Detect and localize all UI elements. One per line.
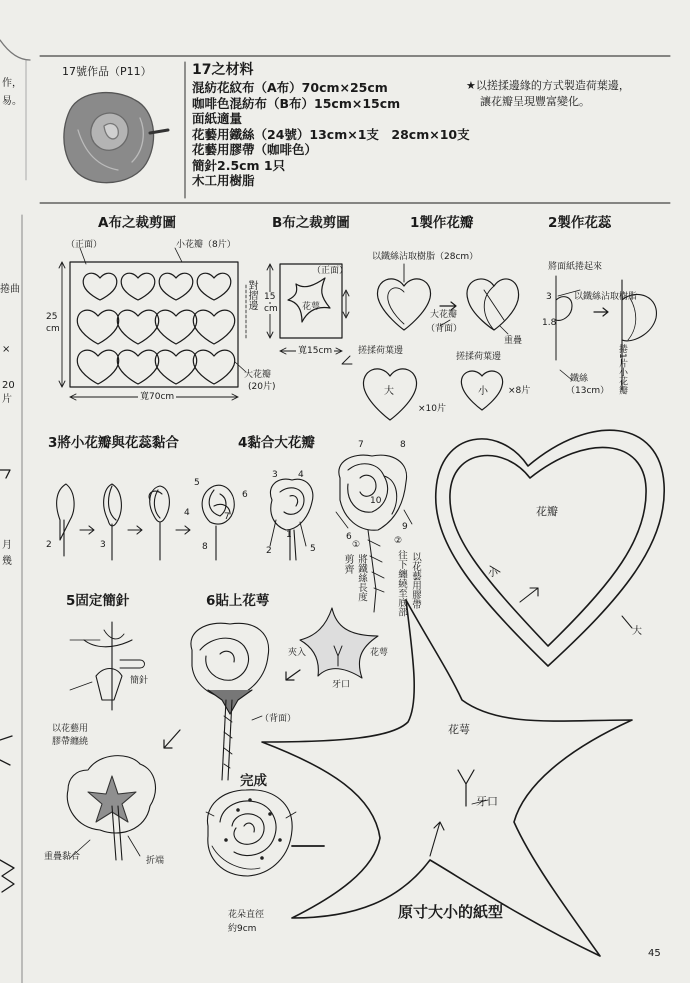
done-size: 約9cm — [228, 924, 257, 934]
s4-num: 4 — [298, 470, 304, 480]
s2-roll: 將面紙捲起來 — [548, 262, 603, 272]
tpl-small: 小 — [488, 568, 498, 579]
section-title-step5: 5固定簡針 — [66, 593, 130, 609]
s4-num: 3 — [272, 470, 278, 480]
section-title-step2: 2製作花蕊 — [548, 215, 612, 231]
a-cloth-hearts — [77, 273, 234, 384]
s2-num3: 3 — [546, 292, 552, 302]
s3-num: 5 — [194, 478, 200, 488]
s4-num: 8 — [400, 440, 406, 450]
s4-num: 2 — [266, 546, 272, 556]
materials-title: 17之材料 — [192, 62, 254, 78]
material-item: 簡針2.5cm 1只 — [192, 157, 286, 173]
s1-rub-edge-1: 搓揉荷葉邊 — [358, 346, 404, 356]
margin-text-7: 月 — [2, 540, 12, 551]
s1-large-petal: 大花瓣 — [430, 310, 458, 320]
s3-num: 8 — [202, 542, 208, 552]
s4-num: 7 — [358, 440, 364, 450]
b-calyx-label: 花萼 — [302, 302, 321, 312]
b-front-label: （正面） — [312, 266, 349, 276]
s4-num: 6 — [346, 532, 352, 542]
s5-pin: 簡針 — [130, 676, 149, 686]
s2-wire-glue-1: 以鐵絲沾取樹脂 — [574, 292, 638, 302]
heart-template — [436, 430, 665, 666]
s1-small: 小 — [478, 386, 488, 397]
s4-tape: 以花藝用膠帶 — [410, 552, 421, 609]
b-width-label: 寬15cm — [298, 346, 333, 356]
done-diameter: 花朵直徑 — [228, 910, 265, 920]
s1-rub-edge-2: 搓揉荷葉邊 — [456, 352, 502, 362]
material-item: 混紡花紋布（A布）70cm×25cm — [192, 80, 388, 95]
b-height-unit: cm — [264, 304, 278, 314]
a-large-petal-label: 大花瓣 — [244, 370, 272, 380]
finished-rose-drawing — [206, 790, 324, 876]
s4-c1-text: 將鐵絲長度 — [356, 554, 367, 602]
s6-tooth: 牙口 — [332, 680, 351, 690]
template-title: 原寸大小的紙型 — [398, 903, 504, 921]
material-item: 花藝用鐵絲（24號）13cm×1支 28cm×10支 — [192, 126, 470, 142]
tpl-tooth: 牙口 — [476, 795, 498, 808]
s1-back: （背面） — [426, 324, 463, 334]
tpl-calyx: 花萼 — [448, 723, 470, 736]
tpl-large: 大 — [632, 626, 642, 637]
s1-big-count: ×10片 — [418, 404, 446, 414]
a-small-petal-label: 小花瓣（8片） — [176, 240, 236, 250]
s4-cut: 剪齊 — [342, 554, 353, 574]
margin-text-3: 捲曲 — [0, 284, 20, 295]
s2-wire: 鐵絲 — [570, 374, 589, 384]
s2-wrap: 捲1片小花瓣 — [617, 344, 627, 395]
s4-num: 9 — [402, 522, 408, 532]
material-item: 面紙適量 — [192, 111, 243, 126]
section-title-a-cloth: A布之裁剪圖 — [98, 215, 176, 231]
s6-back: （背面） — [260, 714, 297, 724]
margin-text-2: 易。 — [2, 96, 22, 107]
s6-calyx: 花萼 — [370, 648, 389, 658]
step6-drawings — [191, 608, 378, 780]
s5-fold-corner: 折端 — [146, 856, 165, 866]
s4-c1: ① — [352, 540, 361, 550]
section-title-step6: 6貼上花萼 — [206, 593, 270, 609]
section-title-step4: 4黏合大花瓣 — [238, 435, 315, 451]
s3-num: 2 — [46, 540, 52, 550]
s3-num: 6 — [242, 490, 248, 500]
materials-list — [192, 80, 470, 189]
s4-c2-text: 往下纏繞至底部 — [396, 550, 407, 617]
section-title-done: 完成 — [240, 773, 267, 789]
s5-tape-wrap-2: 膠帶纏繞 — [52, 737, 89, 747]
material-item: 木工用樹脂 — [192, 173, 255, 188]
s1-big: 大 — [384, 386, 394, 397]
a-height-unit: cm — [46, 324, 60, 334]
s1-wire-glue: 以鐵絲沾取樹脂（28cm） — [372, 252, 479, 262]
s3-num: 3 — [100, 540, 106, 550]
rose-photo — [64, 93, 168, 183]
a-front-label: （正面） — [66, 240, 103, 250]
s1-small-count: ×8片 — [508, 386, 531, 396]
s3-num: 4 — [184, 508, 190, 518]
b-height-label: 15 — [264, 292, 276, 302]
material-item: 花藝用膠帶（咖啡色） — [192, 142, 318, 157]
a-fold-label: 對摺邊 — [246, 280, 257, 310]
a-width-label: 寬70cm — [140, 392, 175, 402]
s6-insert: 夾入 — [288, 648, 307, 658]
s4-num: 5 — [310, 544, 316, 554]
s4-c2: ② — [394, 536, 403, 546]
margin-text-8: 幾 — [2, 556, 12, 567]
a-height-label: 25 — [46, 312, 58, 322]
section-title-b-cloth: B布之裁剪圖 — [272, 215, 350, 231]
a-large-count: (20片) — [248, 382, 276, 392]
s4-num: 1 — [286, 530, 292, 540]
tpl-petal: 花瓣 — [536, 505, 558, 518]
section-title-step3: 3將小花瓣與花蕊黏合 — [48, 435, 179, 451]
margin-text-1: 作， — [2, 78, 22, 89]
s5-tape-wrap-1: 以花藝用 — [52, 724, 89, 734]
margin-text-5: 20 — [2, 380, 15, 391]
work-label: 17號作品（P11） — [62, 65, 152, 78]
margin-text-4: × — [2, 344, 11, 355]
s2-num18: 1.8 — [542, 318, 557, 328]
s4-num: 10 — [370, 496, 382, 506]
page-number: 45 — [648, 948, 661, 959]
note-line-2: 讓花瓣呈現豐富變化。 — [480, 95, 590, 108]
margin-text-6: 片 — [2, 394, 12, 405]
s3-num: 7 — [224, 512, 230, 522]
material-item: 咖啡色混紡布（B布）15cm×15cm — [192, 95, 401, 111]
note-line-1: ★以搓揉邊緣的方式製造荷葉邊， — [466, 79, 630, 92]
s2-wire-len: （13cm） — [566, 386, 610, 396]
section-title-step1: 1製作花瓣 — [410, 215, 474, 231]
s1-overlap: 重疊 — [504, 336, 523, 346]
s5-overlap-glue: 重疊黏合 — [44, 852, 81, 862]
